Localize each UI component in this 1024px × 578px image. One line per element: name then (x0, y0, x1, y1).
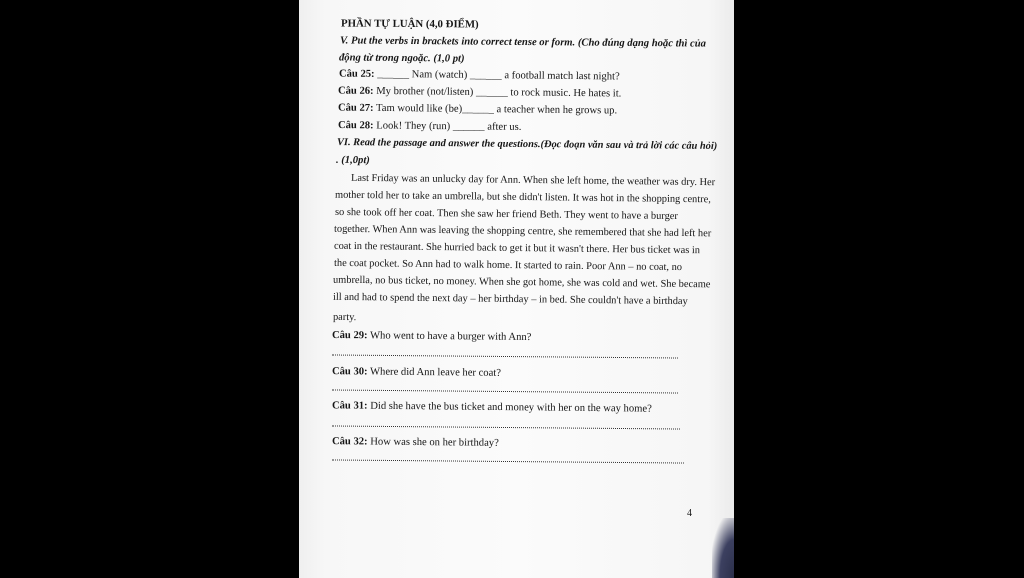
question-number: Câu 31: (331, 400, 368, 412)
question-27 (338, 102, 617, 118)
passage-line: ill and had to spend the next day – her birthday – in bed. She couldn't have a birthday (332, 291, 688, 308)
question-text: Did she have the bus ticket and money with her on the way home? (370, 400, 652, 415)
question-29 (332, 329, 532, 344)
part-vi-instruction-cont: . (1,0pt) (335, 154, 370, 167)
question-number: Câu 32: (331, 436, 368, 448)
question-number: Câu 25: (338, 68, 375, 80)
passage-line: umbrella, no bus ticket, no money. When she got home, she was cold and wet. She became (332, 274, 711, 291)
question-32 (332, 435, 499, 450)
part-v-instruction-cont: động từ trong ngoặc. (1,0 pt) (338, 52, 465, 65)
section-title: PHẦN TỰ LUẬN (4,0 ĐIỂM) (340, 17, 479, 31)
answer-line (332, 354, 678, 358)
question-text: How was she on her birthday? (370, 436, 499, 449)
passage-line: the coat pocket. So Ann had to walk home. It started to rain. Poor Ann – no coat, no (333, 257, 683, 274)
question-28 (338, 119, 522, 134)
question-30 (332, 365, 501, 380)
passage-line: Last Friday was an unlucky day for Ann. When she left home, the weather was dry. Her (350, 172, 716, 189)
answer-line (332, 389, 678, 393)
passage-line: coat in the restaurant. She hurried back to get it but it wasn't there. Her bus ticket was in (333, 240, 701, 257)
exam-page (299, 0, 734, 578)
question-26 (338, 85, 621, 101)
part-vi-instruction: VI. Read the passage and answer the questions.(Đọc đoạn văn sau và trả lời các câu hỏi) (336, 137, 718, 152)
question-number: Câu 30: (331, 366, 368, 378)
question-number: Câu 26: (337, 85, 374, 97)
passage-line: together. When Ann was leaving the shopping centre, she remembered that she had left her (333, 223, 712, 240)
question-number: Câu 29: (331, 329, 368, 342)
passage-line: mother told her to take an umbrella, but she didn't listen. It was hot in the shopping centre, (334, 189, 711, 206)
question-31 (332, 399, 652, 415)
passage-line: so she took off her coat. Then she saw her friend Beth. They went to have a burger (334, 206, 678, 223)
answer-line (332, 459, 684, 463)
question-number: Câu 28: (337, 120, 374, 132)
question-text: Where did Ann leave her coat? (370, 366, 502, 379)
answer-line (332, 425, 680, 429)
question-text: Look! They (run) ______ after us. (376, 120, 522, 133)
question-number: Câu 27: (337, 102, 374, 114)
question-text: My brother (not/listen) ______ to rock music. He hates it. (376, 85, 622, 100)
question-25 (339, 68, 620, 84)
question-text: Tam would like (be)______ a teacher when he grows up. (376, 102, 618, 117)
part-v-instruction: V. Put the verbs in brackets into correct tense or form. (Cho đúng dạng hoặc thì của (339, 35, 706, 50)
passage-line: party. (332, 311, 357, 324)
question-text: ______ Nam (watch) ______ a football match last night? (377, 68, 620, 83)
question-text: Who went to have a burger with Ann? (370, 330, 532, 344)
page-number: 4 (687, 508, 692, 519)
finger-shadow (712, 518, 734, 578)
